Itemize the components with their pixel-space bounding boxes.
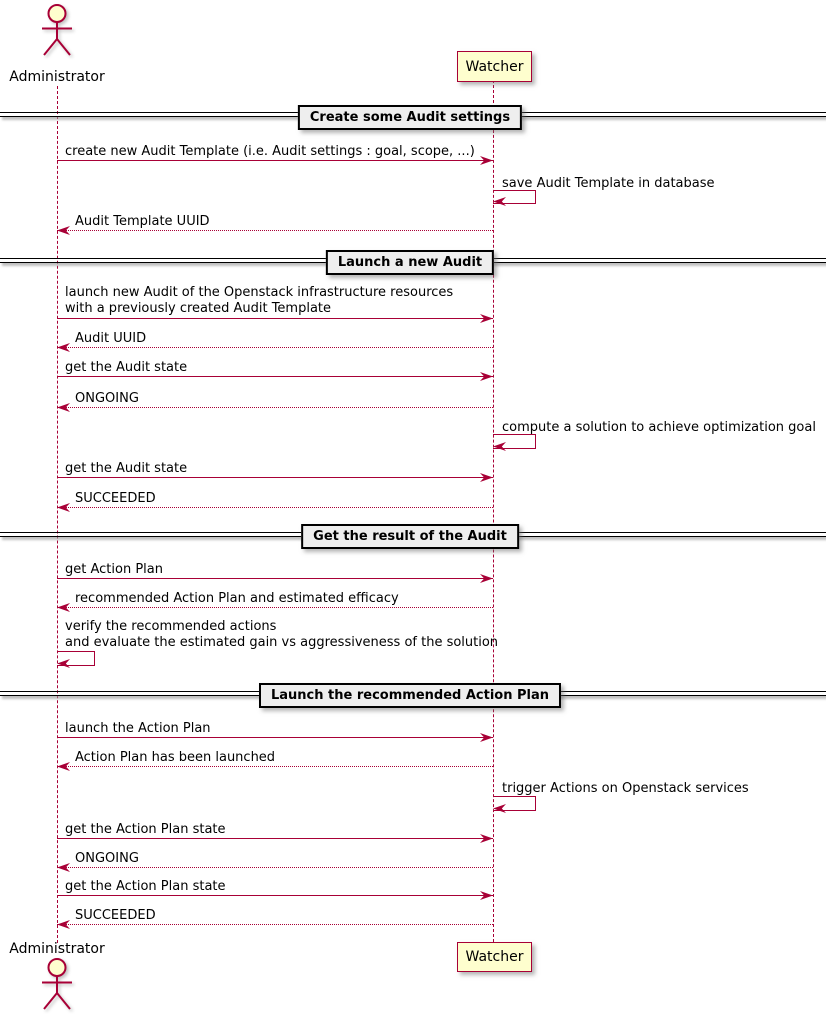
administrator-label-bottom: Administrator	[9, 941, 105, 957]
return-arrow-line	[57, 867, 493, 868]
message-label: Audit Template UUID	[75, 214, 210, 229]
message-label: launch the Action Plan	[65, 721, 211, 736]
watcher-participant-bottom	[457, 942, 532, 972]
return-arrow-line	[57, 607, 493, 608]
message-label: get the Action Plan state	[65, 879, 226, 894]
message-arrow-line	[57, 160, 493, 161]
message-label: SUCCEEDED	[75, 908, 156, 923]
return-arrow-line	[57, 230, 493, 231]
message-arrow-line	[57, 838, 493, 839]
message-label: get the Action Plan state	[65, 822, 226, 837]
divider-launch-action-plan: Launch the recommended Action Plan	[259, 683, 561, 708]
administrator-actor-icon	[33, 957, 81, 1017]
message-label: trigger Actions on Openstack services	[502, 781, 749, 796]
lifeline-watcher	[493, 80, 494, 942]
return-arrow-line	[57, 766, 493, 767]
return-arrow-line	[57, 407, 493, 408]
message-arrow-line	[57, 737, 493, 738]
message-arrow-line	[57, 578, 493, 579]
message-line: verify the recommended actions	[65, 619, 277, 634]
watcher-label-top: Watcher	[465, 58, 524, 75]
message-label: compute a solution to achieve optimization goal	[502, 420, 816, 435]
message-label	[65, 285, 453, 317]
message-arrow-line	[57, 376, 493, 377]
message-label: SUCCEEDED	[75, 491, 156, 506]
return-arrow-line	[57, 347, 493, 348]
message-arrow-line	[57, 318, 493, 319]
message-arrow-line	[57, 895, 493, 896]
return-arrow-line	[57, 507, 493, 508]
message-label	[65, 619, 498, 651]
message-line: and evaluate the estimated gain vs aggressiveness of the solution	[65, 635, 499, 650]
return-arrow-line	[57, 924, 493, 925]
watcher-participant-top	[457, 51, 532, 82]
message-line: with a previously created Audit Template	[65, 301, 332, 316]
message-label: Audit UUID	[75, 331, 147, 346]
message-label: recommended Action Plan and estimated efficacy	[75, 591, 399, 606]
message-label: ONGOING	[75, 851, 139, 866]
divider-launch-new-audit: Launch a new Audit	[326, 250, 494, 275]
divider-get-result: Get the result of the Audit	[301, 524, 519, 549]
message-label: Action Plan has been launched	[75, 750, 276, 765]
lifeline-administrator	[57, 86, 58, 943]
message-label: ONGOING	[75, 391, 139, 406]
message-label: save Audit Template in database	[502, 176, 715, 191]
message-label: get Action Plan	[65, 562, 163, 577]
message-label: get the Audit state	[65, 461, 188, 476]
message-arrow-line	[57, 477, 493, 478]
message-line: launch new Audit of the Openstack infrastructure resources	[65, 285, 454, 300]
divider-create-audit-settings: Create some Audit settings	[298, 105, 522, 130]
administrator-actor-icon	[33, 3, 81, 63]
administrator-label-top: Administrator	[9, 69, 105, 85]
message-label: get the Audit state	[65, 360, 188, 375]
watcher-label-bottom: Watcher	[465, 949, 524, 965]
message-label: create new Audit Template (i.e. Audit settings : goal, scope, ...)	[65, 144, 475, 159]
